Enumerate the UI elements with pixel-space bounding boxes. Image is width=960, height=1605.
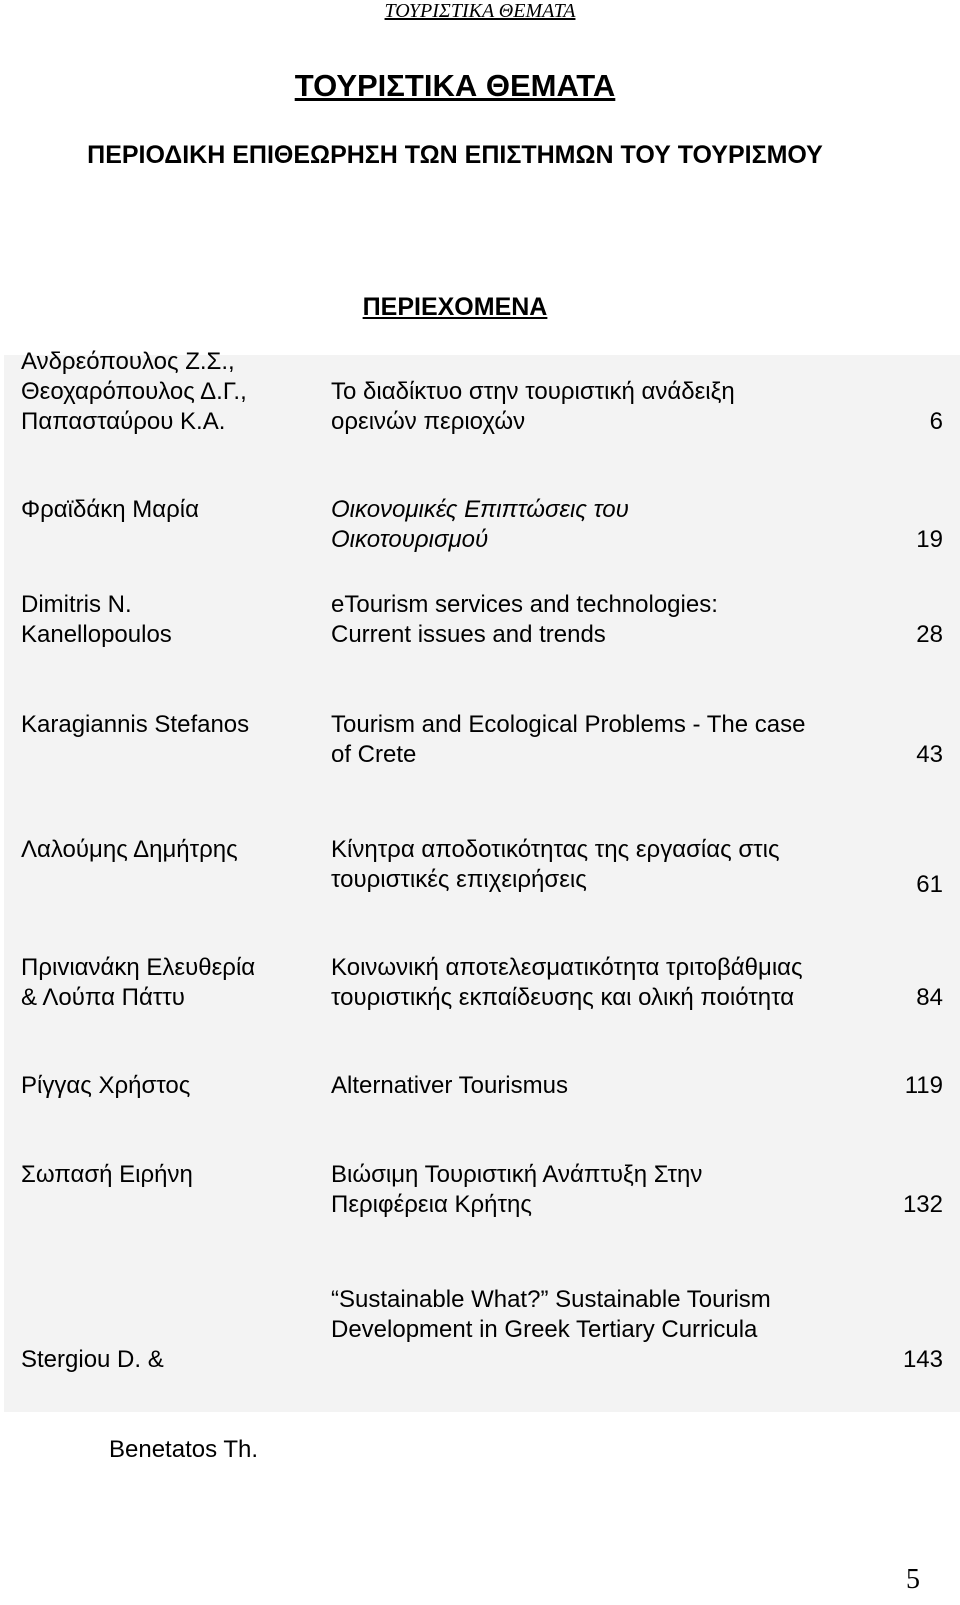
toc-title: Alternativer Tourismus — [331, 1072, 568, 1099]
toc-title: “Sustainable What?” Sustainable Tourism Development in Greek Tertiary Curricula — [331, 1286, 771, 1343]
page-number: 5 — [906, 1564, 920, 1595]
toc-page: 28 — [916, 621, 943, 648]
toc-author: Σωπασή Ειρήνη — [21, 1161, 193, 1188]
toc-author: Λαλούμης Δημήτρης — [21, 836, 238, 863]
toc-author: Φραϊδάκη Μαρία — [21, 496, 199, 523]
table-of-contents — [4, 348, 960, 1463]
toc-author: Ανδρεόπουλος Ζ.Σ., Θεοχαρόπουλος Δ.Γ., Παπασταύρου Κ.Α. — [21, 348, 247, 435]
toc-title: Κοινωνική αποτελεσματικότητα τριτοβάθμιας τουριστικής εκπαίδευσης και ολική ποιότητα — [331, 954, 803, 1011]
journal-subtitle: ΠΕΡΙΟΔΙΚΗ ΕΠΙΘΕΩΡΗΣΗ ΤΩΝ ΕΠΙΣΤΗΜΩΝ ΤΟΥ ΤΟΥΡΙΣΜΟΥ — [87, 141, 823, 169]
toc-author-line: Stergiou D. & — [21, 1346, 164, 1373]
toc-page: 43 — [916, 741, 943, 768]
toc-title: Οικονομικές Επιπτώσεις του Οικοτουρισμού — [331, 496, 629, 553]
toc-title: Βιώσιμη Τουριστική Ανάπτυξη Στην Περιφέρεια Κρήτης — [331, 1161, 703, 1218]
toc-author: Ρίγγας Χρήστος — [21, 1072, 191, 1099]
contents-heading: ΠΕΡΙΕΧΟΜΕΝΑ — [362, 293, 548, 321]
toc-page: 6 — [929, 408, 943, 435]
toc-page: 132 — [902, 1191, 943, 1218]
toc-author: Karagiannis Stefanos — [21, 711, 250, 738]
toc-page: 19 — [916, 526, 943, 553]
toc-title: Κίνητρα αποδοτικότητας της εργασίας στις τουριστικές επιχειρήσεις — [331, 836, 780, 893]
toc-title: eTourism services and technologies: Current issues and trends — [331, 591, 718, 648]
toc-author — [21, 1285, 311, 1525]
toc-author: Dimitris N. Kanellopoulos — [21, 591, 172, 648]
toc-page: 61 — [916, 871, 943, 898]
toc-title: Tourism and Ecological Problems - The case of Crete — [331, 711, 806, 768]
toc-page: 84 — [916, 984, 943, 1011]
toc-page: 119 — [904, 1072, 943, 1099]
toc-author-line: Benetatos Th. — [109, 1436, 258, 1463]
running-header: ΤΟΥΡΙΣΤΙΚΑ ΘΕΜΑΤΑ — [384, 0, 576, 22]
toc-page: 143 — [902, 1346, 943, 1373]
journal-title: ΤΟΥΡΙΣΤΙΚΑ ΘΕΜΑΤΑ — [294, 68, 616, 103]
toc-author: Πριvιανάκη Ελευθερία & Λούπα Πάττυ — [21, 954, 256, 1011]
toc-title: Το διαδίκτυο στην τουριστική ανάδειξη ορεινών περιοχών — [331, 378, 735, 435]
